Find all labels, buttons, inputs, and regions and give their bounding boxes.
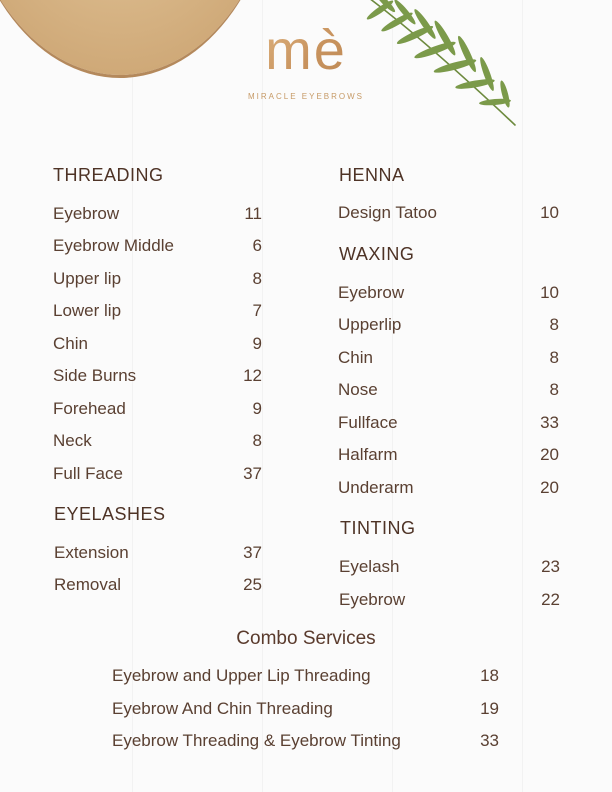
item-name: Design Tatoo xyxy=(338,203,437,222)
item-price: 8 xyxy=(549,315,559,334)
item-name: Lower lip xyxy=(53,301,122,320)
item-price: 37 xyxy=(243,543,262,562)
item-name: Chin xyxy=(53,334,88,353)
item-price: 18 xyxy=(480,666,499,685)
item-name: Full Face xyxy=(53,464,123,483)
item-price: 12 xyxy=(243,366,262,385)
item-price: 10 xyxy=(540,203,559,222)
item-price: 11 xyxy=(244,204,262,223)
item-name: Fullface xyxy=(338,413,398,432)
item-name: Neck xyxy=(53,431,92,450)
section-title-eyelashes: EYELASHES xyxy=(54,504,166,524)
item-price: 33 xyxy=(480,731,499,750)
item-name: Eyebrow Middle xyxy=(53,236,174,255)
item-price: 10 xyxy=(540,283,559,302)
item-price: 6 xyxy=(252,236,262,255)
item-name: Eyebrow Threading & Eyebrow Tinting xyxy=(112,731,401,750)
item-name: Removal xyxy=(54,575,122,594)
section-title-waxing: WAXING xyxy=(339,244,415,264)
item-name: Upper lip xyxy=(53,269,122,288)
item-price: 25 xyxy=(243,575,262,594)
item-name: Eyebrow xyxy=(53,204,120,223)
item-price: 7 xyxy=(252,301,262,320)
item-name: Side Burns xyxy=(53,366,137,385)
item-price: 8 xyxy=(252,431,262,450)
section-title-combo: Combo Services xyxy=(236,628,376,649)
item-price: 8 xyxy=(252,269,262,288)
item-name: Eyelash xyxy=(339,557,400,576)
brand-tagline: MIRACLE EYEBROWS xyxy=(247,92,364,101)
item-price: 9 xyxy=(252,399,262,418)
section-title-henna: HENNA xyxy=(339,165,405,185)
item-price: 22 xyxy=(541,590,560,609)
item-price: 37 xyxy=(243,464,262,483)
item-price: 23 xyxy=(541,557,560,576)
item-name: Underarm xyxy=(338,478,414,497)
item-name: Eyebrow And Chin Threading xyxy=(112,699,333,718)
item-price: 20 xyxy=(540,445,559,464)
item-name: Chin xyxy=(338,348,373,367)
item-name: Eyebrow and Upper Lip Threading xyxy=(112,666,371,685)
item-price: 20 xyxy=(540,478,559,497)
item-price: 8 xyxy=(549,348,559,367)
item-price: 19 xyxy=(480,699,499,718)
item-name: Halfarm xyxy=(338,445,398,464)
item-price: 8 xyxy=(549,380,559,399)
item-name: Eyebrow xyxy=(338,283,405,302)
item-price: 9 xyxy=(252,334,262,353)
brand-mark: mè xyxy=(230,18,382,82)
item-name: Extension xyxy=(54,543,129,562)
section-title-tinting: TINTING xyxy=(340,518,416,538)
item-name: Nose xyxy=(338,380,378,399)
brand-logo xyxy=(230,18,382,101)
item-name: Upperlip xyxy=(338,315,402,334)
item-name: Forehead xyxy=(53,399,126,418)
item-price: 33 xyxy=(540,413,559,432)
item-name: Eyebrow xyxy=(339,590,406,609)
section-title-threading: THREADING xyxy=(53,165,164,185)
